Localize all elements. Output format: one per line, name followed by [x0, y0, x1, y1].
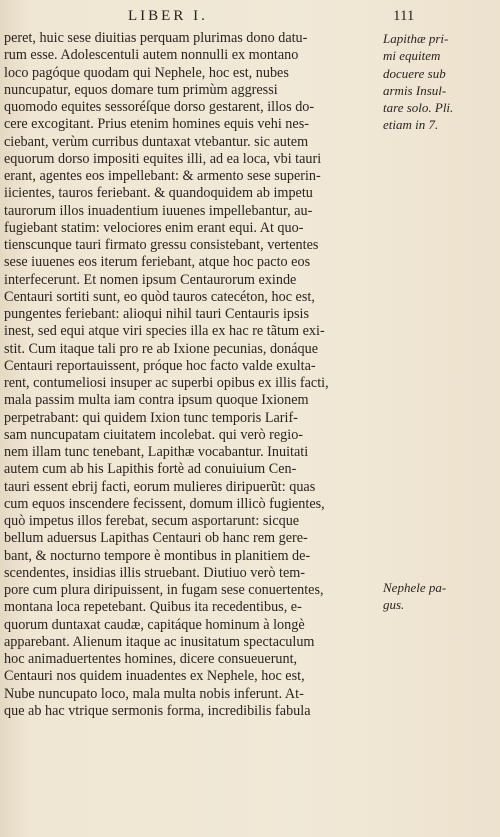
text-line: Nube nuncupato loco, mala multa nobis inferunt. At- [4, 685, 304, 702]
text-line: erant, agentes eos impellebant: & armento sese superin- [4, 168, 321, 184]
text-line: stit. Cum itaque tali pro re ab Ixione pecunias, donáque [4, 340, 319, 357]
text-line: sam nuncupatam ciuitatem incolebat. qui verò regio- [4, 426, 304, 443]
text-line: montana loca repetebant. Quibus ita recedentibus, e- [4, 599, 302, 616]
text-line: ciebant, verùm curribus duntaxat vtebantur. sic autem [4, 133, 309, 150]
margin-note-line: armis Insul- [383, 82, 447, 98]
text-line: que ab hac vtrique sermonis forma, incredibilis fabula [4, 702, 311, 719]
margin-note-lapithae [383, 30, 498, 134]
text-line: bellum aduersus Lapithas Centauri ob hanc rem gere- [4, 530, 308, 547]
text-line: quorum duntaxat caudæ, capitáque hominum à longè [4, 616, 305, 633]
text-line: sese iuuenes eos iterum feriebant, atque hoc pacto eos [4, 254, 311, 271]
text-line: scendentes, insidias illis struebant. Diutiuo verò tem- [4, 564, 306, 581]
text-line: inest, sed equi atque viri species illa ex hac re tãtum exi- [4, 323, 325, 340]
text-line: Centauri nos quidem inuadentes ex Nephele, hoc est, [4, 668, 305, 685]
margin-note-line: etiam in 7. [383, 117, 439, 133]
text-line: Centauri reportauissent, próque hoc facto valde exulta- [4, 357, 316, 374]
margin-note-nephele [383, 579, 498, 614]
text-line: Centauri sortiti sunt, eo quòd tauros catecéton, hoc est, [4, 288, 315, 305]
text-line: fugiebant statim: velociores enim erant equi. At quo- [4, 219, 304, 236]
margin-note-line: Lapithæ pri- [383, 31, 449, 46]
margin-note-line: gus. [383, 597, 405, 613]
text-line: cum equos inscendere fecissent, domum illicò fugientes, [4, 495, 325, 512]
margin-note-line: mi equitem [383, 48, 441, 64]
text-line: pore cum plura diripuissent, in fugam sese conuertentes, [4, 582, 324, 598]
text-line: nuncupatur, equos domare tum primùm aggressi [4, 81, 278, 98]
text-line: hoc animaduertentes homines, dicere consueuerunt, [4, 651, 298, 667]
text-line: rent, contumeliosi insuper ac superbi opibus ex illis facti, [4, 375, 329, 391]
text-line: apparebant. Alienum itaque ac inusitatum spectaculum [4, 633, 315, 650]
text-line: autem cum ab his Lapithis fortè ad conuiuium Cen- [4, 461, 297, 478]
margin-note-line: tare solo. Pli. [383, 100, 454, 115]
body-text [4, 30, 376, 720]
text-line: peret, huic sese diuitias perquam plurimas dono datu- [4, 30, 308, 46]
text-line: bant, & nocturno tempore è montibus in planitiem de- [4, 547, 311, 564]
text-line: mala passim multa iam contra ipsum quoque Ixionem [4, 392, 309, 409]
text-line: nem illam tunc tenebant, Lapithæ vocabantur. Inuitati [4, 444, 309, 460]
text-line: interfecerunt. Et nomen ipsum Centaurorum exinde [4, 271, 297, 288]
text-line: quomodo equites sessoréſque dorso gestarent, illos do- [4, 99, 315, 115]
page-number: 111 [393, 8, 415, 24]
text-line: iicientes, tauros feriebant. & quandoquidem ab impetu [4, 185, 313, 202]
text-line: tauri essent ebrij facti, eorum mulieres diripuerũt: quas [4, 478, 316, 495]
text-line: perpetrabant: qui quidem Ixion tunc temporis Larif- [4, 409, 298, 426]
text-line: loco pagóque quodam qui Nephele, hoc est, nubes [4, 64, 289, 81]
text-line: taurorum illos inuadentium iuuenes impellebantur, au- [4, 202, 313, 219]
text-line: quò impetus illos ferebat, secum asportarunt: sicque [4, 513, 300, 529]
text-line: cere excogitant. Prius etenim homines equis vehi nes- [4, 116, 309, 133]
running-head: LIBER I. [128, 8, 208, 24]
margin-note-line: Nephele pa- [383, 580, 447, 595]
text-line: tienscunque tauri firmato gressu consistebant, vertentes [4, 237, 319, 253]
text-line: equorum dorso impositi equites illi, ad ea loca, vbi tauri [4, 150, 322, 167]
page-header [0, 8, 500, 26]
margin-note-line: docuere sub [383, 65, 446, 81]
text-line: rum esse. Adolescentuli autem nonnulli ex montano [4, 47, 299, 64]
text-line: pungentes feriebant: alioqui nihil tauri Centauris ipsis [4, 306, 309, 322]
